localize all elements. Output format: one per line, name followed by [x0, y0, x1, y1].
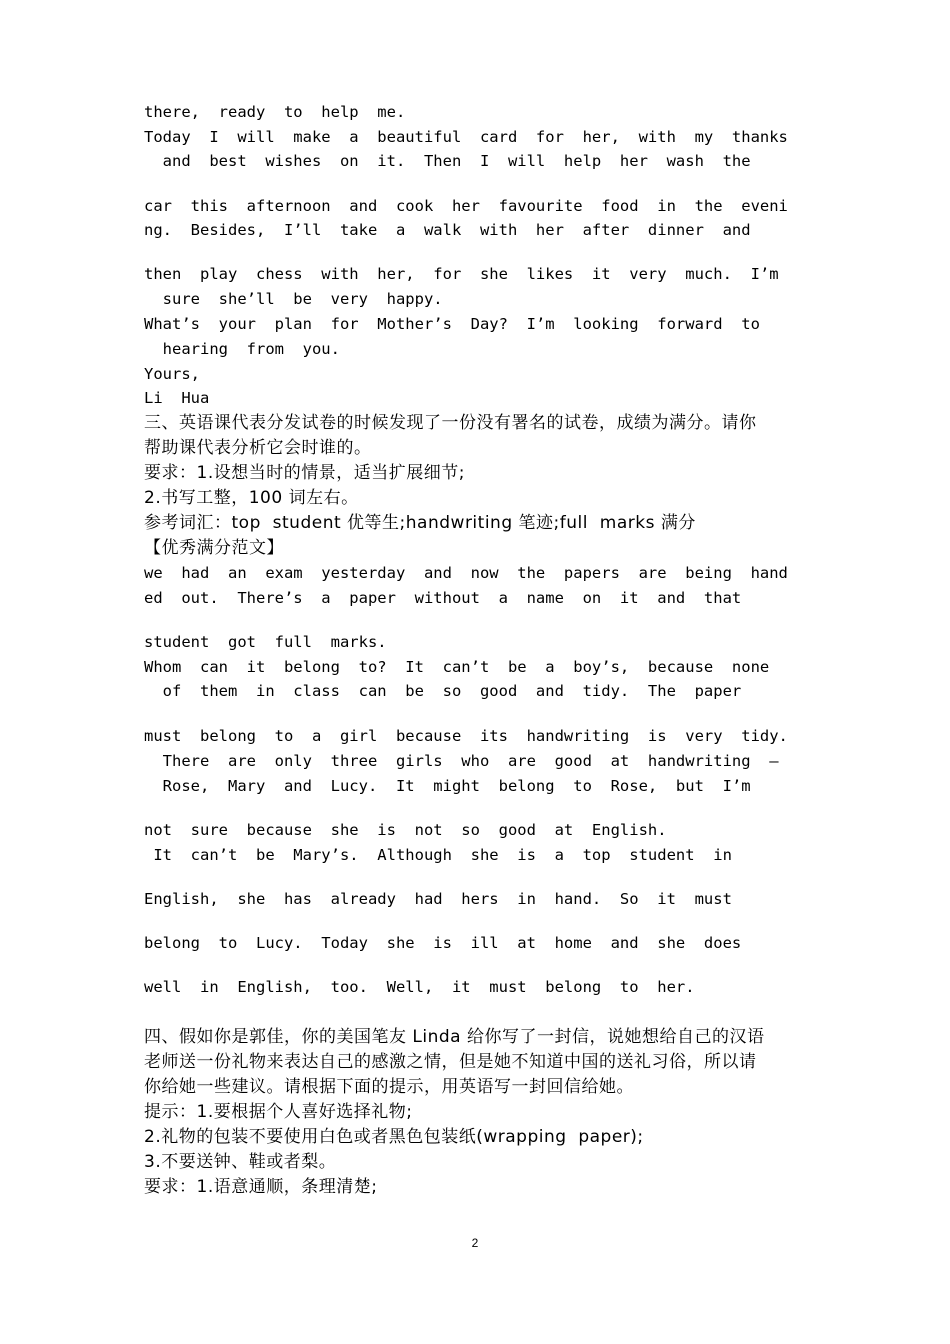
text-line: of them in class can be so good and tidy. The paper: [144, 682, 742, 700]
text-line: Today I will make a beautiful card for her, with my thanks: [144, 128, 788, 146]
sample-essay-heading: 【优秀满分范文】: [144, 538, 284, 558]
page-number: 2: [471, 1236, 479, 1250]
question-heading-4: 四、假如你是郭佳，你的美国笔友 Linda 给你写了一封信，说她想给自己的汉语: [144, 1027, 765, 1047]
question-heading-3: 三、英语课代表分发试卷的时候发现了一份没有署名的试卷，成绩为满分。请你: [144, 413, 757, 433]
text-line: Li Hua: [144, 389, 210, 407]
text-line: and best wishes on it. Then I will help her wash the: [144, 152, 751, 170]
vocabulary-line: 参考词汇：top student 优等生;handwriting 笔迹;full marks 满分: [144, 513, 696, 533]
text-line: we had an exam yesterday and now the papers are being hand: [144, 564, 788, 582]
text-line: belong to Lucy. Today she is ill at home and she does: [144, 934, 742, 952]
hint-line: 3.不要送钟、鞋或者梨。: [144, 1152, 337, 1172]
requirement-line: 2.书写工整，100 词左右。: [144, 488, 359, 508]
text-line: there, ready to help me.: [144, 103, 406, 121]
text-line: then play chess with her, for she likes it very much. I’m: [144, 265, 779, 283]
text-line: car this afternoon and cook her favourite food in the eveni: [144, 197, 788, 215]
text-line: hearing from you.: [144, 340, 340, 358]
text-line: 老师送一份礼物来表达自己的感激之情，但是她不知道中国的送礼习俗，所以请: [144, 1052, 757, 1072]
text-line: ng. Besides, I’ll take a walk with her after dinner and: [144, 221, 751, 239]
hint-line: 提示：1.要根据个人喜好选择礼物;: [144, 1102, 413, 1122]
text-line: must belong to a girl because its handwriting is very tidy.: [144, 727, 788, 745]
requirement-line: 要求：1.设想当时的情景，适当扩展细节;: [144, 463, 465, 483]
text-line: English, she has already had hers in hand. So it must: [144, 890, 732, 908]
text-line: well in English, too. Well, it must belong to her.: [144, 978, 695, 996]
hint-line: 2.礼物的包装不要使用白色或者黑色包装纸(wrapping paper);: [144, 1127, 644, 1147]
text-line: What’s your plan for Mother’s Day? I’m looking forward to: [144, 315, 760, 333]
text-line: 帮助课代表分析它会时谁的。: [144, 438, 372, 458]
text-line: Whom can it belong to? It can’t be a boy’s, because none: [144, 658, 770, 676]
text-line: There are only three girls who are good at handwriting —: [144, 752, 779, 770]
text-line: student got full marks.: [144, 633, 387, 651]
text-line: not sure because she is not so good at English.: [144, 821, 667, 839]
text-line: Rose, Mary and Lucy. It might belong to Rose, but I’m: [144, 777, 751, 795]
text-line: 你给她一些建议。请根据下面的提示，用英语写一封回信给她。: [144, 1077, 634, 1097]
text-line: It can’t be Mary’s. Although she is a top student in: [144, 846, 732, 864]
requirement-line: 要求：1.语意通顺，条理清楚;: [144, 1177, 378, 1197]
text-line: Yours,: [144, 365, 200, 383]
text-line: sure she’ll be very happy.: [144, 290, 443, 308]
text-line: ed out. There’s a paper without a name on it and that: [144, 589, 742, 607]
